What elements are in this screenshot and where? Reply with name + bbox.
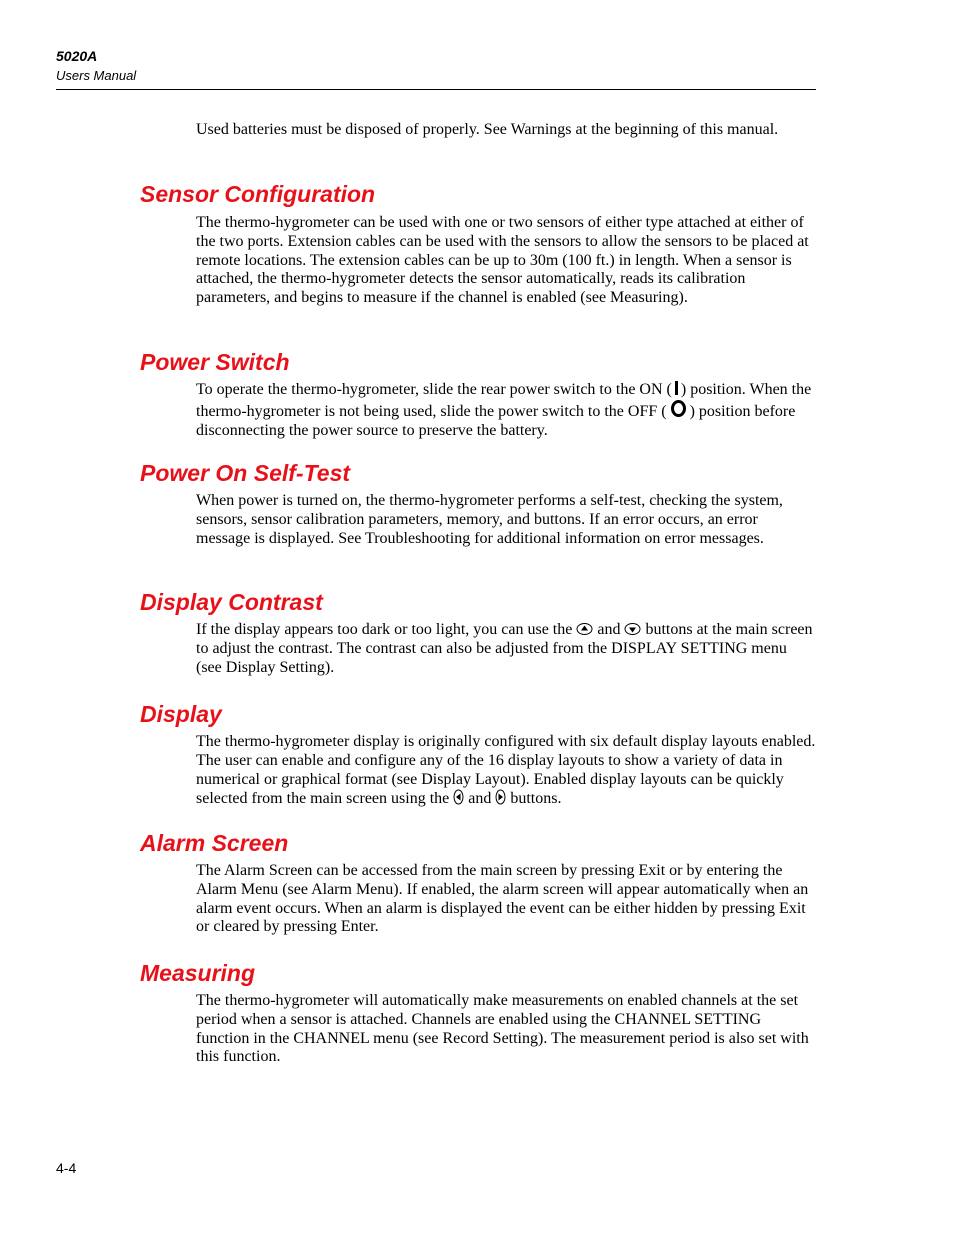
- heading-display: Display: [140, 701, 222, 727]
- heading-sensor-configuration: Sensor Configuration: [140, 181, 376, 207]
- paragraph-display-contrast: [196, 621, 816, 677]
- contrast-text-a: If the display appears too dark or too light, you can use the: [196, 621, 577, 638]
- down-arrow-button-icon: [624, 622, 641, 636]
- heading-self-test: Power On Self-Test: [140, 460, 351, 486]
- paragraph-power-switch: [196, 381, 816, 440]
- right-arrow-button-icon: [495, 789, 506, 805]
- display-text-a: The thermo-hygrometer display is originally configured with six default display layouts enabled. The user can enable and configure any of the 16 display layouts to show a variety of data in numerical or graphical format (see Display Layout). Enabled display layouts can be quickly selected from the main screen using the: [196, 733, 816, 808]
- page-number: 4-4: [56, 1160, 77, 1176]
- paragraph-alarm-screen: The Alarm Screen can be accessed from the main screen by pressing Exit or by entering the Alarm Menu (see Alarm Menu). If enabled, the alarm screen will appear automatically when an alarm event occurs. When an alarm is displayed the event can be either hidden by pressing Exit or cleared by pressing Enter.: [196, 862, 809, 936]
- header-divider: [56, 89, 816, 90]
- heading-display-contrast: Display Contrast: [140, 589, 323, 615]
- header-model: 5020A: [56, 48, 98, 64]
- display-text-c: buttons.: [506, 790, 562, 808]
- paragraph-display: [196, 733, 816, 809]
- paragraph-measuring: The thermo-hygrometer will automatically make measurements on enabled channels at the set period when a sensor is attached. Channels are enabled using the CHANNEL SETTING function in the CHANNEL menu (see Record Setting). The measurement period is also set with this function.: [196, 992, 809, 1066]
- heading-alarm-screen: Alarm Screen: [140, 830, 289, 856]
- header-subtitle: Users Manual: [56, 68, 137, 83]
- heading-measuring: Measuring: [140, 960, 256, 986]
- power-switch-text-a: To operate the thermo-hygrometer, slide the rear power switch to the ON (: [196, 381, 672, 398]
- display-text-b: and: [464, 790, 496, 808]
- contrast-text-c: buttons at the main screen to adjust the contrast. The contrast can also be adjusted from the DISPLAY SETTING menu (see Display Setting).: [196, 621, 813, 676]
- intro-paragraph: Used batteries must be disposed of properly. See Warnings at the beginning of this manual.: [196, 121, 779, 138]
- contrast-text-b: and: [593, 621, 625, 638]
- paragraph-self-test: When power is turned on, the thermo-hygrometer performs a self-test, checking the system, sensors, sensor calibration parameters, memory, and buttons. If an error occurs, an error message is displayed. See Troubleshooting for additional information on error messages.: [196, 492, 783, 547]
- power-on-icon: [675, 381, 678, 395]
- paragraph-sensor-configuration: The thermo-hygrometer can be used with one or two sensors of either type attached at either of the two ports. Extension cables can be used with the sensors to allow the sensors to be placed at remote locations. The extension cables can be up to 30m (100 ft.) in length. When a sensor is attached, the thermo-hygrometer detects the sensor automatically, reads its calibration parameters, and begins to measure if the channel is enabled (see Measuring).: [196, 214, 809, 307]
- power-switch-text-c: ) position before disconnecting the power source to preserve the battery.: [196, 402, 796, 439]
- heading-power-switch: Power Switch: [140, 349, 290, 375]
- left-arrow-button-icon: [453, 789, 464, 805]
- power-off-icon: [671, 400, 686, 417]
- power-switch-text-b: ) position. When the thermo-hygrometer is not being used, slide the power switch to the OFF (: [196, 381, 812, 420]
- up-arrow-button-icon: [576, 622, 593, 636]
